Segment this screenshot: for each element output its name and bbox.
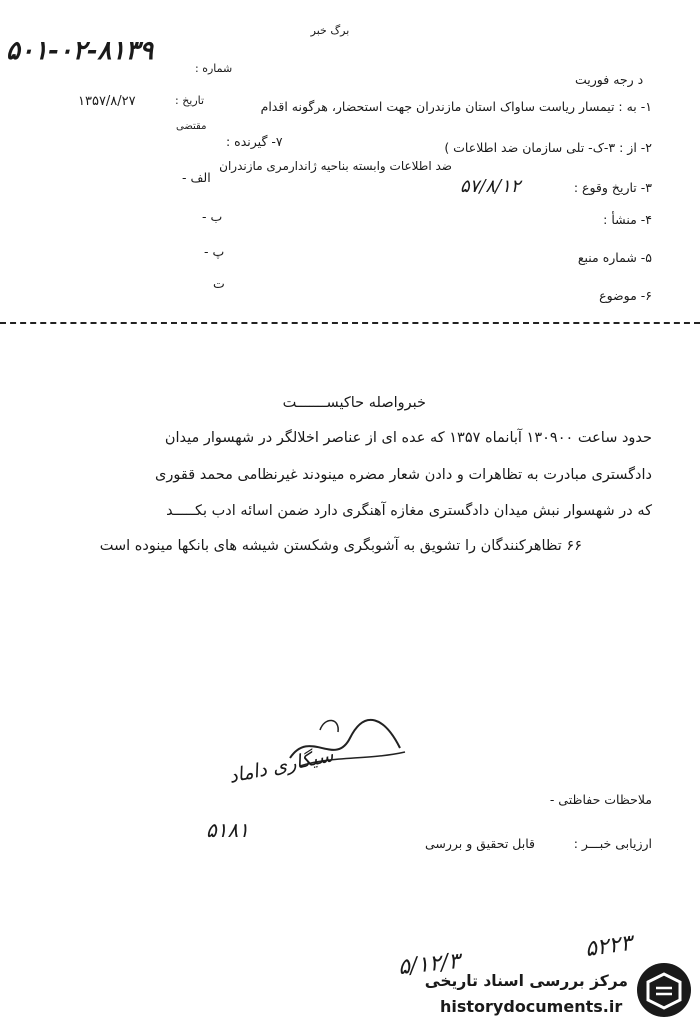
divider-line <box>0 322 700 324</box>
field-source-number-label: ۵- شماره منبع <box>577 250 652 265</box>
document-type-label: برگ خبر <box>310 24 350 37</box>
watermark-url[interactable]: historydocuments.ir <box>440 997 623 1016</box>
field-to: ۱- به : تیمسار ریاست ساواک استان مازندران جهت استحضار، هرگونه اقدام <box>260 99 652 114</box>
report-line-3: که در شهسوار نبش میدان دادگستری مغازه آهنگری دارد ضمن اسائه ادب بکـــــد <box>166 503 652 519</box>
priority-label: د رجه فوریت <box>575 72 644 87</box>
recipient-t: ت <box>213 276 225 291</box>
field-subject-label: ۶- موضوع <box>599 288 652 303</box>
remarks-label: ملاحظات حفاظتی - <box>549 792 652 807</box>
field-event-date-value: ۵۷/۸/۱۲ <box>460 176 521 197</box>
recipients-label: ۷- گیرنده : <box>226 134 283 149</box>
report-line-2: دادگستری مبادرت به تظاهرات و دادن شعار مضره مینودند غیرنظامی محمد ققوری <box>155 467 652 483</box>
field-origin-label: ۴- منشأ : <box>603 212 652 227</box>
recipient-b: ب - <box>202 209 223 224</box>
recipient-a: الف - <box>182 170 211 185</box>
signature-code: ۵۱۸۱ <box>206 818 249 842</box>
report-heading: خبرواصله حاکیســـــــت <box>282 395 426 411</box>
report-line-4: ۶۶ تظاهرکنندگان را تشویق به آشوبگری وشکستن شیشه های بانکها مینوده است <box>99 538 582 554</box>
watermark-name: مرکز بررسی اسناد تاریخی <box>424 972 628 990</box>
handwritten-number-left: ۵/۱۲/۳ <box>396 948 462 981</box>
handwritten-number-right: ۵۲۲۳ <box>583 930 634 963</box>
signature-text: سیگاری داماد <box>226 744 336 788</box>
field-from: ۲- از : ۳-ک- تلی سازمان ضد اطلاعات ) <box>444 140 652 155</box>
document-number: ۵۰۱-۰۲-۸۱۳۹ <box>6 36 154 66</box>
field-to-note: مقتضی <box>176 121 207 132</box>
field-event-date-label: ۳- تاریخ وقوع : <box>573 180 652 195</box>
number-label: شماره : <box>195 62 233 75</box>
date-label: تاریخ : <box>175 94 205 107</box>
evaluation-label: ارزیابی خبـــر : <box>573 836 652 851</box>
date-value: ۱۳۵۷/۸/۲۷ <box>78 94 136 109</box>
archive-logo-icon <box>634 960 694 1020</box>
field-from-unit: ضد اطلاعات وابسته بناحیه ژاندارمری مازندران <box>219 159 452 173</box>
report-line-1: حدود ساعت ۱۳۰۹۰۰ آبانماه ۱۳۵۷ که عده ای از عناصر اخلالگر در شهسوار میدان <box>164 430 652 446</box>
evaluation-value: قابل تحقیق و بررسی <box>424 836 535 851</box>
recipient-p: پ - <box>204 244 225 259</box>
